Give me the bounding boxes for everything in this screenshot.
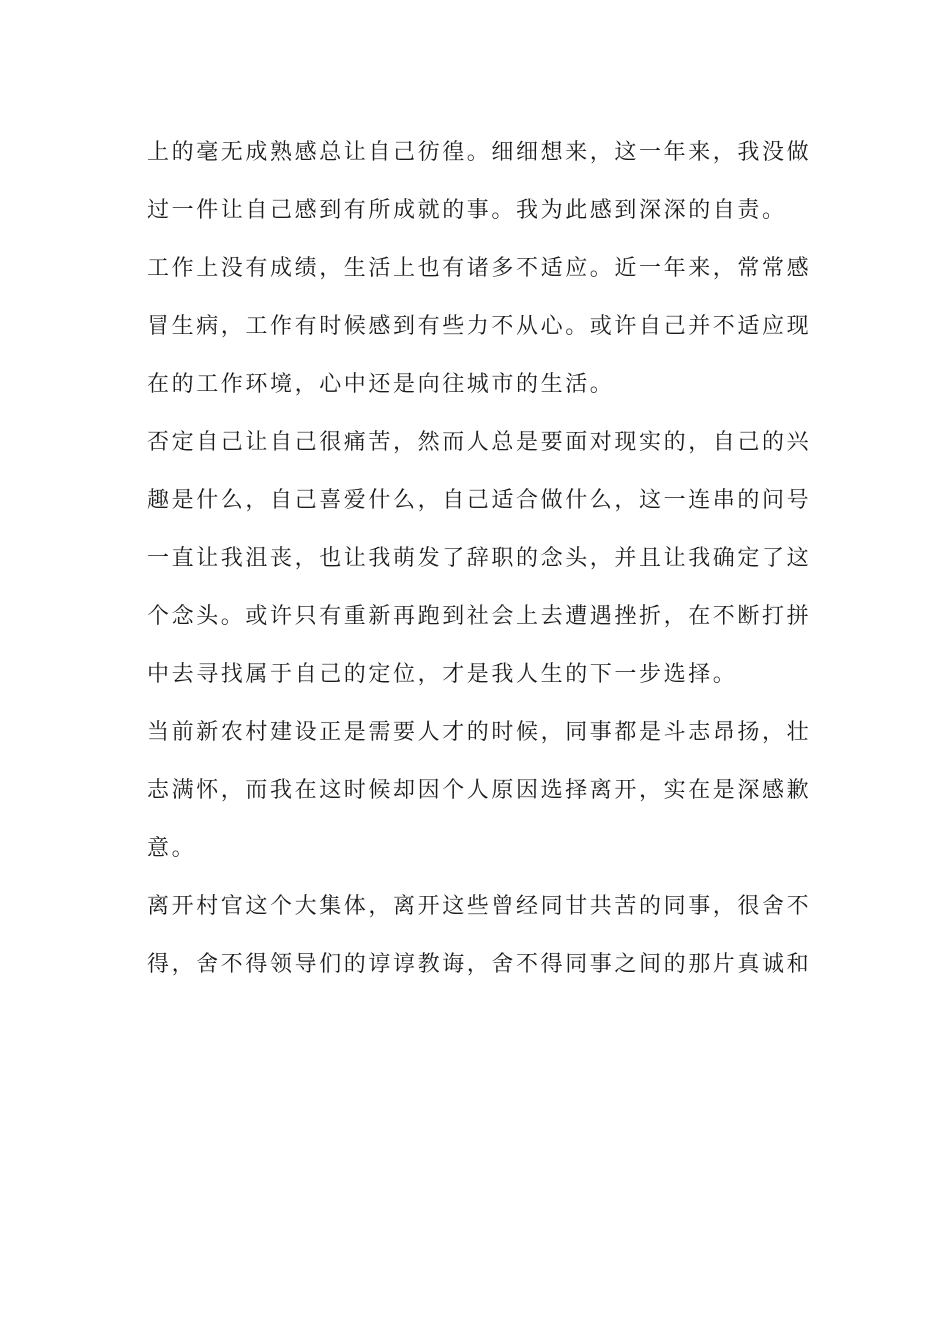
text-line: 上的毫无成熟感总让自己彷徨。细细想来，这一年来，我没做 <box>147 140 812 165</box>
text-line: 工作上没有成绩，生活上也有诸多不适应。近一年来，常常感 <box>147 256 812 281</box>
text-line: 一直让我沮丧，也让我萌发了辞职的念头，并且让我确定了这 <box>147 546 812 571</box>
text-line: 否定自己让自己很痛苦，然而人总是要面对现实的，自己的兴 <box>147 430 812 455</box>
text-line: 在的工作环境，心中还是向往城市的生活。 <box>147 372 615 397</box>
document-body <box>147 133 812 1003</box>
text-line: 当前新农村建设正是需要人才的时候，同事都是斗志昂扬，壮 <box>147 720 812 745</box>
text-line: 离开村官这个大集体，离开这些曾经同甘共苦的同事，很舍不 <box>147 894 812 919</box>
text-line: 冒生病，工作有时候感到有些力不从心。或许自己并不适应现 <box>147 314 812 339</box>
text-line: 过一件让自己感到有所成就的事。我为此感到深深的自责。 <box>147 198 787 223</box>
text-line: 个念头。或许只有重新再跑到社会上去遭遇挫折，在不断打拼 <box>147 604 812 629</box>
text-line: 得，舍不得领导们的谆谆教诲，舍不得同事之间的那片真诚和 <box>147 952 812 977</box>
text-line: 志满怀，而我在这时候却因个人原因选择离开，实在是深感歉 <box>147 778 812 803</box>
text-line: 中去寻找属于自己的定位，才是我人生的下一步选择。 <box>147 662 738 687</box>
text-line: 意。 <box>147 836 197 861</box>
text-line: 趣是什么，自己喜爱什么，自己适合做什么，这一连串的问号 <box>147 488 812 513</box>
